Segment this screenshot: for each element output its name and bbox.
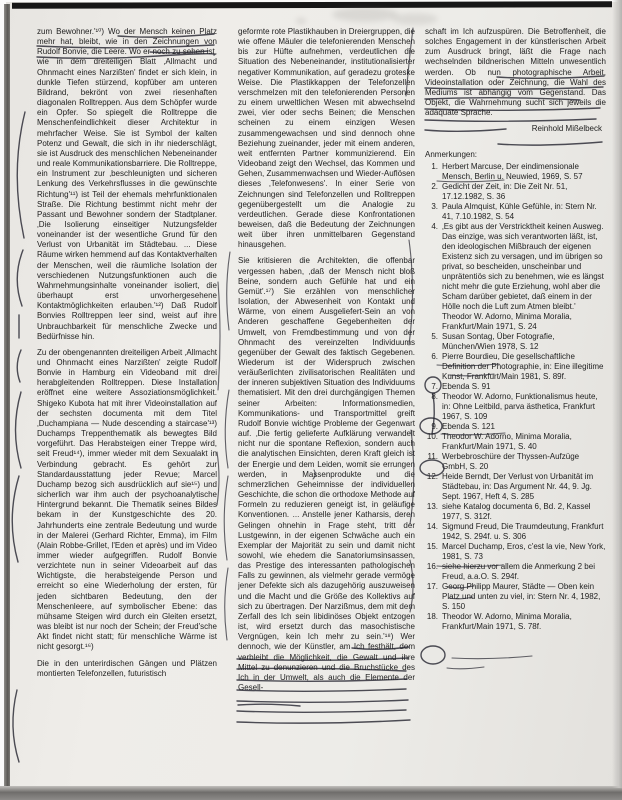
text-column-left (37, 27, 217, 685)
annotation-number: 9. (431, 422, 438, 432)
annotation-text: Ebenda S. 91 (442, 382, 491, 392)
annotation-number: 14. (426, 522, 438, 532)
annotation-item (425, 382, 606, 392)
body-paragraph: Zu der obengenannten dreiteiligen Arbeit ‚Allmacht und Ohnmacht eines Narzißten' zeigte Rudolf Bonvie in Hamburg ein Videoband mit drei herabgleitenden Rolltreppen. Diese Installation eröffnet eine weitere Assoziationsmöglichkeit. Shigeko Kubota hat mit ihrer Videoinstallation auf der sechsten documenta mit dem Titel ‚Duchampiana — Nude descending a staircase'¹³) Duchamps Treppenthematik als bewegtes Bild vorgeführt. Das Herabsteigen einer Treppe wird, seit Freud¹⁴), immer wieder mit dem Sexualakt in Verbindung gebracht. Es gehört zur Standardausstattung jeder Revue; Marcel Duchamp bezog sich ausdrücklich auf sie¹⁵) und sicherlich war ihm auch der psychoanalytische Hintergrund bekannt. Die Thematik seines Bildes bekam in der Kunstgeschichte des 20. Jahrhunderts eine zentrale Bedeutung und wurde in der Malerei (Gerhard Richter, Emma), im Film (Alain Robbe-Grillet, l'Eden et après) und im Video immer wieder aufgegriffen. Rudolf Bonvie verzichtete nun in seiner Videoarbeit auf das Wichtigste, die herabsteigende Person und erreicht so eine Wiederholung der ersten, für jeden sichtbaren Bedeutung, den der Menschenleere, auf symbolischer Ebene: das mühsame Steigen wird durch ein Gleiten ersetzt, was bleibt ist nur noch der Schein; der Freud'sche Akt findet nicht statt; für menschliche Wärme ist nicht gesorgt.¹⁶) (37, 347, 217, 652)
text-column-right (425, 27, 606, 632)
annotation-item (425, 352, 606, 382)
annotation-text: Marcel Duchamp, Eros, c'est la vie, New York, 1981, S. 73 (442, 542, 606, 562)
annotation-number: 10. (426, 432, 438, 442)
body-paragraph: Die in den unterirdischen Gängen und Plätzen montierten Telefonzellen, futuristisch (37, 658, 217, 678)
annotation-text: siehe Katalog documenta 6, Bd. 2, Kassel 1977, S. 312f. (442, 502, 591, 522)
annotation-item (425, 562, 606, 582)
annotation-text: Theodor W. Adorno, Minima Moralia, Frankfurt/Main 1971, S. 40 (442, 432, 572, 452)
annotation-item (425, 472, 606, 502)
annotation-text: Paula Almquist, Kühle Gefühle, in: Stern Nr. 41, 7.10.1982, S. 54 (442, 202, 597, 222)
annotation-number: 1. (431, 162, 438, 172)
annotation-item (425, 182, 606, 202)
annotation-text: Pierre Bourdieu, Die gesellschaftliche Definition der Photographie, in: Eine illegitime Kunst, Frankfurt/Main 1981, S. 89f. (442, 352, 604, 382)
annotation-text: Susan Sontag, Über Fotografie, München/Wien 1978, S. 12 (442, 332, 555, 352)
annotation-number: 13. (426, 502, 438, 512)
pencil-smudge (296, 18, 306, 24)
annotation-text: Ebenda S. 121 (442, 422, 495, 432)
annotation-text: Heide Berndt, Der Verlust von Urbanität im Städtebau, in: Das Argument Nr. 44, 9. Jg. Sept. 1967, Heft 4, S. 285 (442, 472, 594, 502)
annotation-item (425, 332, 606, 352)
annotation-text: Werbebroschüre der Thyssen-Aufzüge GmbH, S. 20 (442, 452, 580, 472)
annotation-number: 15. (426, 542, 438, 552)
scan-edge-bottom (0, 786, 622, 800)
author-name: Reinhold Mißelbeck (531, 124, 602, 134)
pencil-smudge (392, 13, 438, 25)
annotation-number: 17. (426, 582, 438, 592)
annotation-item (425, 392, 606, 422)
annotation-number: 2. (431, 182, 438, 192)
annotation-number: 5. (431, 332, 438, 342)
annotation-item (425, 502, 606, 522)
body-paragraph: geformte rote Plastikhauben in Dreiergruppen, die wie offene Mäuler die telefonierenden Menschen bis zur Hüfte aufnehmen, verdeutlichen die Situation des Nebeneinander, institutionalisierter negativer Kommunikation, auf geradezu groteske Weise. Die Plastikkappen der Telefonzellen verschmelzen mit den telefonierenden Personen zu einem urweltlichen Wesen mit abwechselnd zwei, vier oder sechs Beinen; die Menschen scheinen zu einem einzigen Wesen zusammengewachsen und sind dennoch ohne Beziehung zueinander, jeder mit einem anderen, weit entfernten Partner kommunizierend. Ein Videoband zeigt den Wechsel, das Kommen und Gehen, Zusammenwachsen und Wieder-Auflösen dieses ‚Telefonwesens'. In einer Serie von Zeichnungen sind Telefonzellen und Rolltreppen gegenübergestellt um die Analogie zu verdeutlichen. Gerade diese Konfrontationen beweisen, daß die Bedeutung der Zeichnungen weit über ihren unmittelbaren Gegenstand hinausgehen. (238, 27, 415, 250)
annotations-list (425, 162, 606, 632)
annotation-number: 8. (431, 392, 438, 402)
annotation-text: Theodor W. Adorno, Funktionalismus heute, in: Ohne Leitbild, parva ästhetica, Frankfurt 1967, S. 109 (442, 392, 598, 422)
text-column-middle (238, 27, 415, 699)
annotation-item (425, 422, 606, 432)
annotation-number: 6. (431, 352, 438, 362)
body-paragraph: zum Bewohner.'¹⁰) Wo der Mensch keinen Platz mehr hat, bleibt, wie in den Zeichnungen von Rudolf Bonvie, die Leere. Wo er noch zu sehen ist, wie in dem dreiteiligen Blatt ‚Allmacht und Ohnmacht eines Narzißten' findet er sich klein, in dunkle Tiefen stürzend, kopfüber am unteren Bildrand, bekrönt von zwei riesenhaften diagonalen Rolltreppen. Aus dem Schöpfer wurde ein Opfer. So spiegelt die Rolltreppe die Menschenfeindlichkeit dieser Architektur in mehrfacher Weise. Sie ist Symbol der kalten Potenz und Gewalt, die sich in ihr niederschlägt, sie ist Ausdruck des menschlichen Nebeneinander und reale Kommunikationsbarriere. Die Rolltreppe, ein Instrument zur ‚beschleunigten und sicheren Lenkung des Verkehrsflusses in die gewünschte Richtung'¹¹) ist Teil der ehemals mehrfunktionalen Straße. Die Richtung bestimmt nicht mehr der Passant und Bewohner sondern der Stadtplaner. ‚Die Isolierung einseitiger Nutzungsfelder voneinander ist der wesentliche Grund für den Verlust von Urbanität im Städtebau. ... Diese Räume wirken hemmend auf das Kontaktverhalten der Menschen, weil die räumliche Isolation der verschiedenen Nutzungsfunktionen auch die Wahrnehmungsinhalte voneinander isoliert, die überhaupt erst unvorhergesehene Kontaktmöglichkeiten erlauben.'¹²) Daß Rudolf Bonvies Rolltreppen leer sind, weist auf ihre Unbrauchbarkeit für menschliche Zwecke und Bedürfnisse hin. (37, 27, 217, 341)
annotation-item (425, 612, 606, 632)
body-paragraph: Sie kritisieren die Architekten, die offenbar vergessen haben, ‚daß der Mensch nicht bloß Beine, sondern auch Gefühle hat und ein Gemüt'.¹⁷) Sie erzählen von menschlicher Isolation, der Abwesenheit von Kontakt und Wärme, von einem Ausgeliefert-Sein an von Anderen geschaffene Gegebenheiten der Umwelt, von Fremdbestimmung und von der Ohnmacht des vereinzelten Individuums gegenüber der Gewalt des faktisch Gegebenen. Wiederum ist der Widerspruch zwischen veräußerlichten zivilisatorischen Realitäten und der inneren subjektiven Situation des Individuums thematisiert. Mit den drei durchgängigen Themen seiner Arbeiten: Informationsmedien, Kommunikations- und Transportmittel greift Rudolf Bonvie wichtige Probleme der Gegenwart auf. ‚Die fertig gelieferte Aufklärung verwandelt nicht nur die spontane Reflexion, sondern auch die analytischen Einsichten, deren Kraft gleich ist der Energie und dem Leiden, womit sie errungen werden, in Massenprodukte und die schmerzlichen Geheimnisse der individuellen Geschichte, die schon die orthodoxe Methode auf Formeln zu reduzieren geneigt ist, in geläufige Konventionen. ... Anstelle jener Katharsis, deren Gelingen ohnehin in Frage steht, tritt der Lustgewinn, in der eigenen Schwäche auch ein Exemplar der Majorität zu sein und damit nicht sowohl, wie ehedem die Sanatoriumsinsassen, das Prestige des interessanten pathologischen Falls zu gewinnen, als vielmehr gerade vermöge jener Defekte sich als dazugehörig auszuweisen und die Macht und die Größe des Kollektivs auf sich zu übertragen. Der Narzißmus, dem mit dem Zerfall des Ich sein libidinöses Objekt entzogen ist, wird ersetzt durch das masochistische Vergnügen, kein Ich mehr zu sein.'¹⁸) Wer dennoch, wie der Künstler, am Ich festhält, dem verbleibt die Möglichkeit, die Gewalt und ihre Mittel zu denunzieren und die Bruchstücke des Ich in der Umwelt, als auch die Elemente der Gesell- (238, 256, 415, 692)
annotation-item (425, 522, 606, 542)
annotation-number: 16. (426, 562, 438, 572)
annotation-number: 3. (431, 202, 438, 212)
annotation-item (425, 202, 606, 222)
annotation-number: 7. (431, 382, 438, 392)
annotation-text: ‚Es gibt aus der Verstricktheit keinen Ausweg. Das einzige, was sich verantworten läßt, ist, den ideologischen Mißbrauch der eigenen Existenz sich zu versagen, und im übrigen so privat, so bescheiden, unscheinbar und unprätentiös sich zu benehmen, wie es längst nicht mehr die gute Erziehung, wohl aber die Scham darüber gebietet, daß einem in der Hölle noch die Luft zum Atmen bleibt.' Theodor W. Adorno, Minima Moralia, Frankfurt/Main 1971, S. 24 (442, 222, 604, 332)
closing-paragraph: schaft im Ich aufzuspüren. Die Betroffenheit, die solches Engagement in der künstlerischen Arbeit zum Ausdruck bringt, läßt die Frage nach wechselnden bildnerischen Mitteln unwesentlich werden. Ob nun photographische Arbeit, Videoinstallation oder Zeichnung, die Wahl des Mediums ist abhängig vom Gegenstand. Das Objekt, die Wahrnehmung sucht sich jeweils die adäquate Sprache. (425, 27, 606, 118)
annotation-number: 11. (427, 452, 438, 462)
annotation-item (425, 582, 606, 612)
scan-edge-left (4, 4, 10, 786)
annotation-text: Herbert Marcuse, Der eindimensionale Mensch, Berlin u. Neuwied, 1969, S. 57 (442, 162, 583, 182)
pencil-smudge (332, 7, 398, 22)
annotation-text: Theodor W. Adorno, Minima Moralia, Frankfurt/Main 1971, S. 78f. (442, 612, 572, 632)
annotation-item (425, 162, 606, 182)
scan-edge-right (612, 0, 622, 788)
annotation-item (425, 432, 606, 452)
annotation-number: 18. (426, 612, 438, 622)
annotation-number: 12. (426, 472, 438, 482)
annotation-text: Gedicht der Zeit, in: Die Zeit Nr. 51, 17.12.1982, S. 36 (442, 182, 568, 202)
annotations-heading: Anmerkungen: (425, 150, 478, 160)
annotation-item (425, 222, 606, 332)
annotation-item (425, 452, 606, 472)
annotation-text: Sigmund Freud, Die Traumdeutung, Frankfurt 1942, S. 294f. u. S. 306 (442, 522, 604, 542)
annotation-text: siehe hierzu vor allem die Anmerkung 2 bei Freud, a.a.O. S. 294f. (442, 562, 595, 582)
annotation-item (425, 542, 606, 562)
annotation-text: Georg Philipp Maurer, Städte — Oben kein Platz und unten zu viel, in: Stern Nr. 4, 1982, S. 150 (442, 582, 601, 612)
annotation-number: 4. (431, 222, 438, 232)
